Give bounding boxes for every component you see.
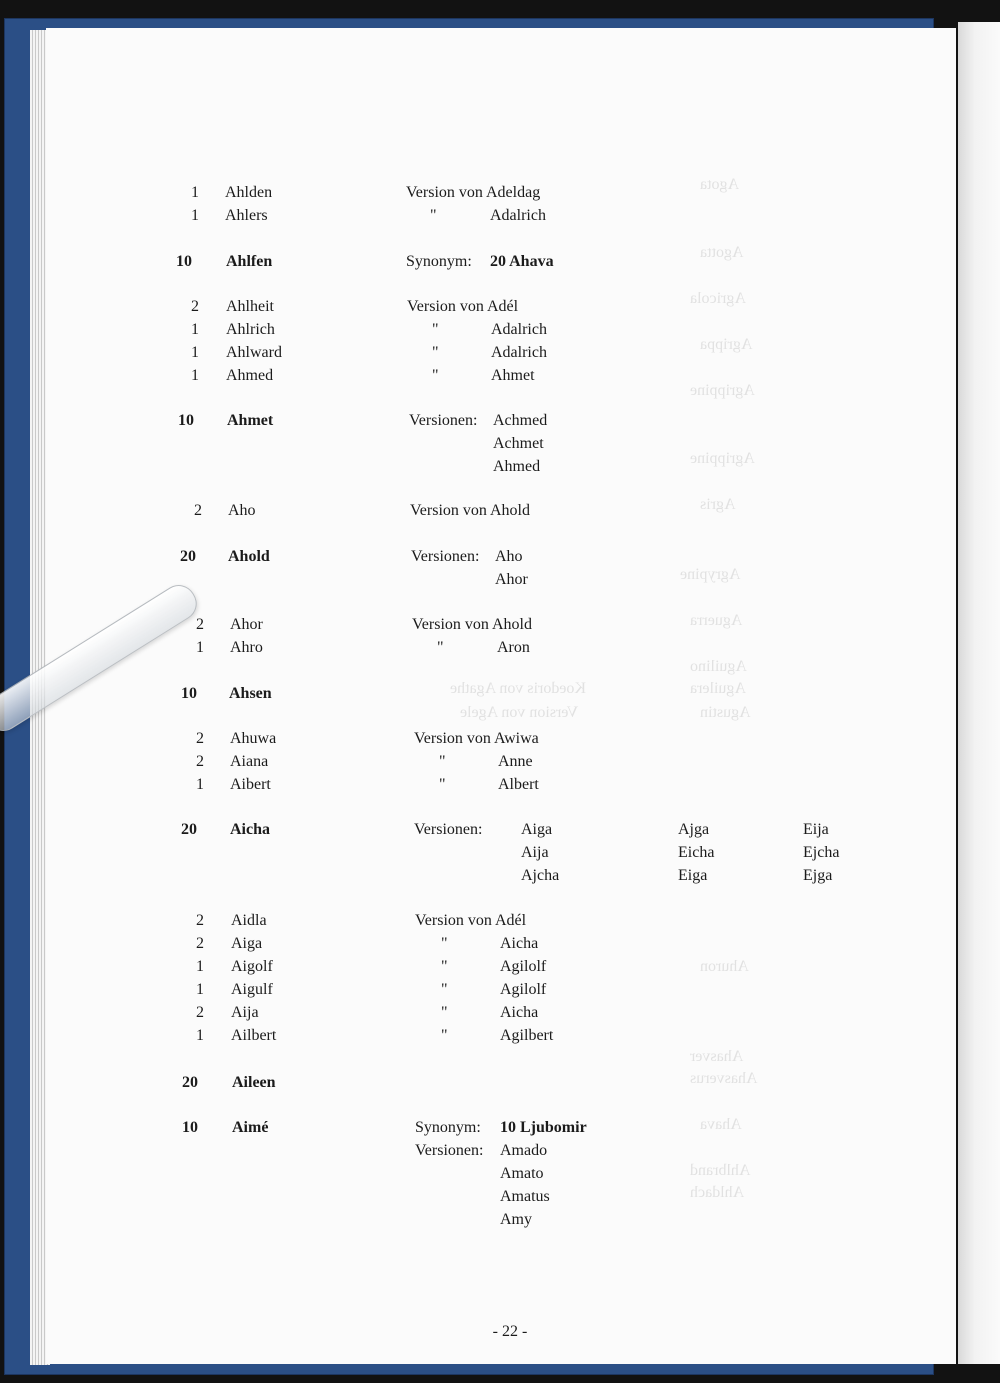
entry-name: Ahmet — [227, 412, 274, 429]
entry-count: 1 — [196, 958, 204, 975]
entry-count: 1 — [196, 639, 204, 656]
entry-relation: Synonym: — [406, 253, 472, 270]
entry-name: Aiana — [230, 753, 269, 770]
entry-name: Ailbert — [231, 1027, 277, 1044]
entry-name: Ahro — [230, 639, 263, 656]
entry-name: Aigulf — [231, 981, 273, 998]
entry-variant: Achmet — [493, 435, 544, 452]
entry-relation: " — [430, 207, 437, 224]
entry-variant: Aicha — [500, 935, 539, 952]
entry-count: 1 — [191, 207, 199, 224]
entry-variant: Ajcha — [521, 867, 560, 884]
entry-count: 1 — [191, 321, 199, 338]
entry-count: 10 — [182, 1119, 198, 1136]
entry-relation: Version von Ahold — [412, 616, 532, 633]
entry-count: 1 — [191, 184, 199, 201]
entry-name: Aimé — [232, 1119, 269, 1136]
entry-relation: Version von Ahold — [410, 502, 530, 519]
entry-name: Ahlrich — [226, 321, 275, 338]
entry-relation: Version von Adél — [407, 298, 519, 315]
entry-count: 20 — [182, 1074, 198, 1091]
entry-relation: " — [441, 958, 448, 975]
entry-variant: Aho — [495, 548, 523, 565]
entry-name: Aicha — [230, 821, 270, 838]
entry-count: 1 — [191, 344, 199, 361]
entry-name: Ahlward — [226, 344, 282, 361]
entry-variant: Adalrich — [491, 344, 547, 361]
entry-variant: Amatus — [500, 1188, 550, 1205]
entry-count: 20 — [181, 821, 197, 838]
entry-variant: 10 Ljubomir — [500, 1119, 587, 1136]
entry-name: Ahlers — [225, 207, 268, 224]
entry-relation: Synonym: — [415, 1119, 481, 1136]
entry-variant: Eicha — [678, 844, 715, 861]
entry-count: 2 — [196, 935, 204, 952]
entry-count: 2 — [194, 502, 202, 519]
entry-name: Aija — [231, 1004, 259, 1021]
entry-relation: " — [439, 753, 446, 770]
entry-count: 1 — [196, 1027, 204, 1044]
show-through-text: Agota Agotta Agricola Agrippa Agrippine Agrippine Agris Agrypine Aguerra Aguilino Aguilera Agustin Koedoris von Agathe Version von Agele Ahuron Ahasver Ahasverus Ahava Ahlbrand Ahldach — [450, 176, 758, 1201]
entry-name: Ahold — [228, 548, 270, 565]
entry-variant: Adalrich — [490, 207, 546, 224]
entry-count: 2 — [196, 1004, 204, 1021]
entry-relation: Version von Awiwa — [414, 730, 539, 747]
entry-variant: Ejcha — [803, 844, 840, 861]
entry-variant: Ahor — [495, 571, 528, 588]
entry-count: 2 — [196, 753, 204, 770]
entry-relation: Versionen: — [414, 821, 483, 838]
entry-relation: Version von Adeldag — [406, 184, 541, 201]
entry-name: Aileen — [232, 1074, 276, 1091]
entry-variant: Ahmed — [493, 458, 541, 475]
entry-count: 2 — [196, 616, 204, 633]
entry-relation: " — [441, 935, 448, 952]
entry-name: Aidla — [231, 912, 267, 929]
entry-variant: Eija — [803, 821, 829, 838]
entry-relation: Version von Adél — [415, 912, 527, 929]
entry-relation: " — [432, 321, 439, 338]
entry-name: Ahor — [230, 616, 263, 633]
entry-count: 1 — [191, 367, 199, 384]
entry-variant: Ejga — [803, 867, 833, 884]
entry-relation: " — [441, 1027, 448, 1044]
entry-variant: Agilolf — [500, 981, 547, 998]
entry-variant: 20 Ahava — [490, 253, 554, 270]
entry-name: Aiga — [231, 935, 263, 952]
entry-variant: Adalrich — [491, 321, 547, 338]
entry-variant: Eiga — [678, 867, 708, 884]
entry-count: 2 — [191, 298, 199, 315]
entry-name: Aibert — [230, 776, 271, 793]
entry-count: 2 — [196, 912, 204, 929]
entry-name: Ahlfen — [226, 253, 273, 270]
entry-count: 10 — [178, 412, 194, 429]
entry-relation: " — [441, 981, 448, 998]
page-number: - 22 - — [492, 1323, 528, 1340]
entry-relation: Versionen: — [409, 412, 478, 429]
entry-count: 2 — [196, 730, 204, 747]
entry-variant: Agilbert — [500, 1027, 554, 1044]
entry-variant: Aron — [497, 639, 530, 656]
entry-name: Aho — [228, 502, 256, 519]
entry-variant: Aiga — [521, 821, 553, 838]
entry-variant: Amato — [500, 1165, 544, 1182]
entry-relation: " — [432, 344, 439, 361]
entry-count: 20 — [180, 548, 196, 565]
entry-relation: " — [437, 639, 444, 656]
entry-name: Ahlden — [225, 184, 273, 201]
entry-relation: " — [439, 776, 446, 793]
entry-count: 1 — [196, 776, 204, 793]
entry-count: 10 — [181, 685, 197, 702]
entry-variant: Aicha — [500, 1004, 539, 1021]
entry-relation: Versionen: — [415, 1142, 484, 1159]
entry-variant: Anne — [498, 753, 533, 770]
entry-name: Ahsen — [229, 685, 272, 702]
entry-count: 1 — [196, 981, 204, 998]
entry-relation: " — [441, 1004, 448, 1021]
entry-variant: Aija — [521, 844, 549, 861]
entry-count: 10 — [176, 253, 192, 270]
entry-variant: Amy — [500, 1211, 532, 1228]
entry-name: Ahuwa — [230, 730, 277, 747]
entry-name: Ahlheit — [226, 298, 274, 315]
entry-variant: Albert — [498, 776, 539, 793]
entry-variant: Achmed — [493, 412, 548, 429]
entry-relation: " — [432, 367, 439, 384]
entry-relation: Versionen: — [411, 548, 480, 565]
entry-name: Ahmed — [226, 367, 274, 384]
entry-name: Aigolf — [231, 958, 273, 975]
entry-variant: Ajga — [678, 821, 710, 838]
entry-variant: Agilolf — [500, 958, 547, 975]
entry-variant: Amado — [500, 1142, 548, 1159]
entry-variant: Ahmet — [491, 367, 535, 384]
